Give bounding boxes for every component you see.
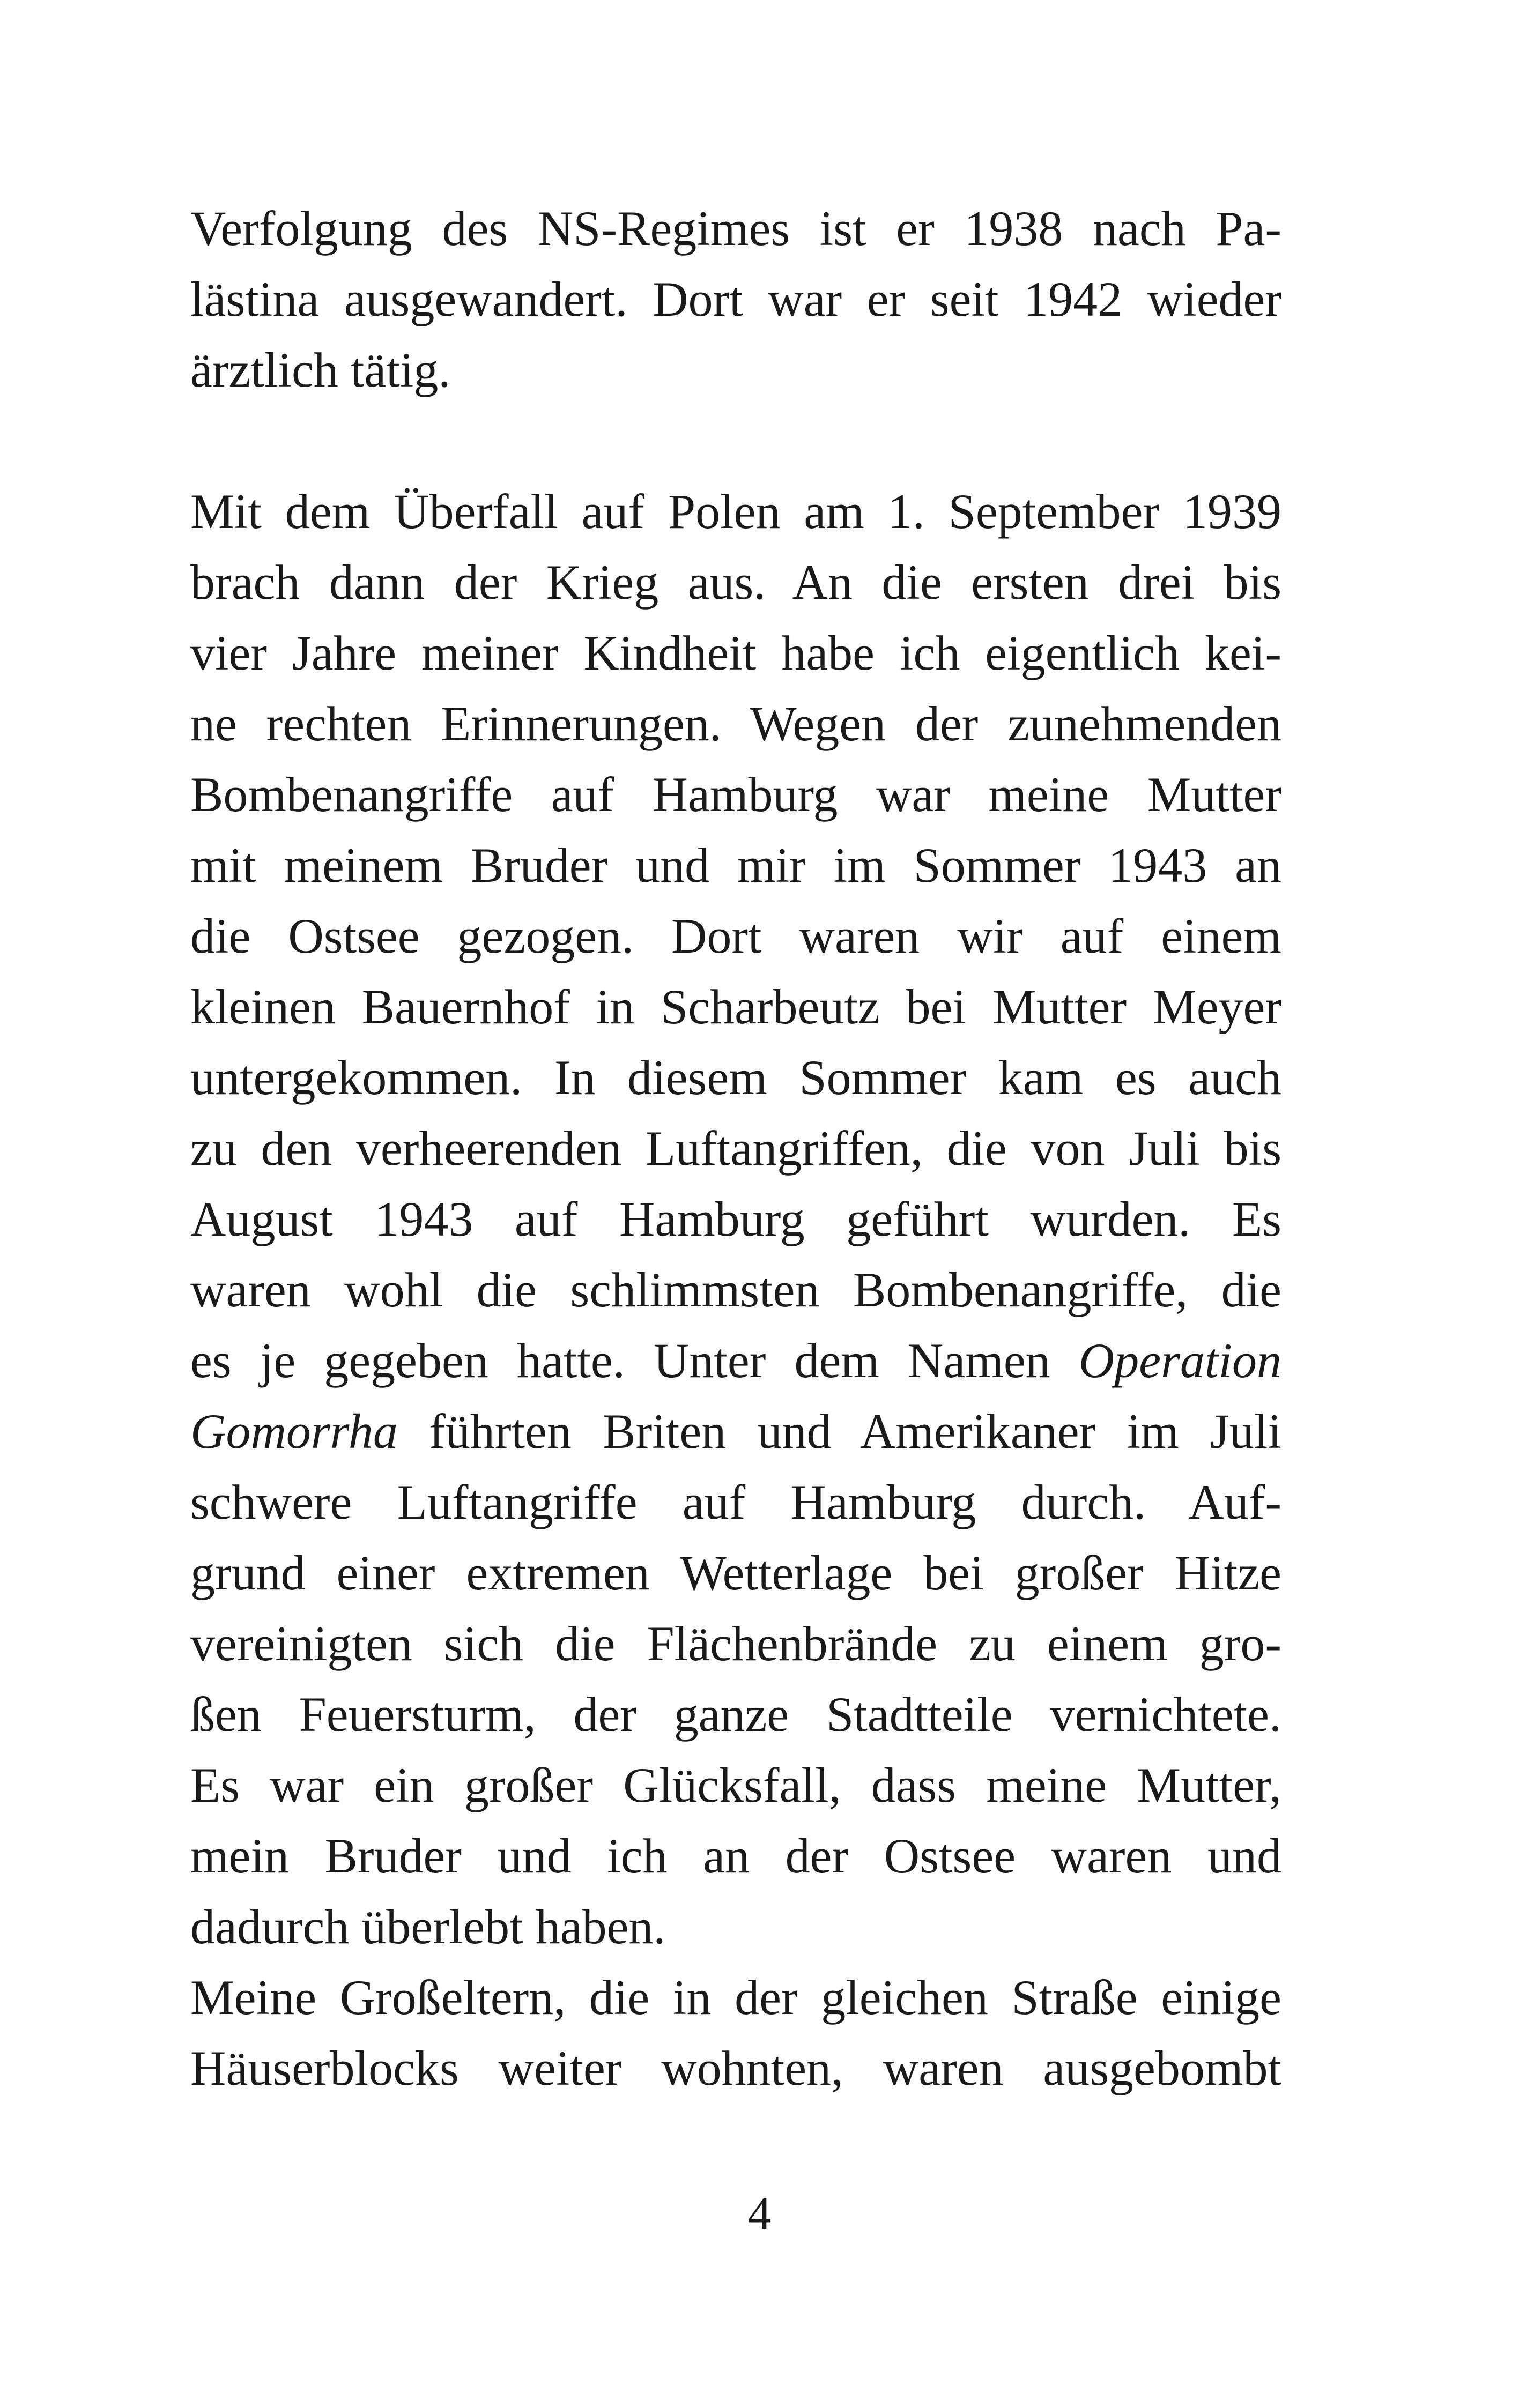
text-line: mit meinem Bruder und mir im Sommer 1943 an xyxy=(190,838,1281,893)
text-line: Verfolgung des NS-Regimes ist er 1938 nach Pa- xyxy=(190,201,1281,256)
text-line: vereinigten sich die Flächenbrände zu einem gro- xyxy=(190,1616,1281,1671)
text-line: ne rechten Erinnerungen. Wegen der zunehmenden xyxy=(190,696,1281,751)
text-line: vier Jahre meiner Kindheit habe ich eigentlich kei- xyxy=(190,626,1281,680)
text-line: Meine Großeltern, die in der gleichen Straße einige xyxy=(190,1970,1281,2025)
text-line: Bombenangriffe auf Hamburg war meine Mutter xyxy=(190,767,1281,822)
text-line: Es war ein großer Glücksfall, dass meine Mutter, xyxy=(190,1758,1281,1812)
text-line: Häuserblocks weiter wohnten, waren ausgebombt xyxy=(190,2041,1281,2095)
text-line: Mit dem Überfall auf Polen am 1. September 1939 xyxy=(190,484,1281,539)
text-line: ßen Feuersturm, der ganze Stadtteile vernichtete. xyxy=(190,1687,1281,1742)
text-line: lästina ausgewandert. Dort war er seit 1942 wieder xyxy=(190,272,1281,326)
italic-term: Operation xyxy=(1078,1333,1282,1388)
paragraph xyxy=(190,193,1281,405)
text-segment: führten Briten und Amerikaner im Juli xyxy=(429,1404,1281,1459)
text-line xyxy=(190,1325,1281,1396)
text-line: untergekommen. In diesem Sommer kam es auch xyxy=(190,1050,1281,1105)
text-line: die Ostsee gezogen. Dort waren wir auf einem xyxy=(190,909,1281,963)
italic-term: Gomorrha xyxy=(190,1404,398,1459)
body-text xyxy=(190,193,1281,2104)
text-line: ärztlich tätig. xyxy=(190,343,451,397)
paragraph-gap xyxy=(190,405,1281,476)
paragraph xyxy=(190,476,1281,1962)
text-line: August 1943 auf Hamburg geführt wurden. Es xyxy=(190,1192,1281,1246)
text-line xyxy=(190,1396,1281,1467)
text-line: kleinen Bauernhof in Scharbeutz bei Mutter Meyer xyxy=(190,979,1281,1034)
paragraph xyxy=(190,1962,1281,2104)
text-line: zu den verheerenden Luftangriffen, die von Juli bis xyxy=(190,1121,1281,1176)
text-line: dadurch überlebt haben. xyxy=(190,1899,666,1954)
text-line: waren wohl die schlimmsten Bombenangriffe, die xyxy=(190,1262,1281,1317)
text-segment: es je gegeben hatte. Unter dem Namen xyxy=(190,1333,1050,1388)
text-line: grund einer extremen Wetterlage bei großer Hitze xyxy=(190,1545,1281,1600)
text-line: brach dann der Krieg aus. An die ersten drei bis xyxy=(190,555,1281,610)
page-number: 4 xyxy=(747,2188,772,2240)
text-line: schwere Luftangriffe auf Hamburg durch. Auf- xyxy=(190,1475,1281,1529)
text-line: mein Bruder und ich an der Ostsee waren und xyxy=(190,1829,1281,1883)
